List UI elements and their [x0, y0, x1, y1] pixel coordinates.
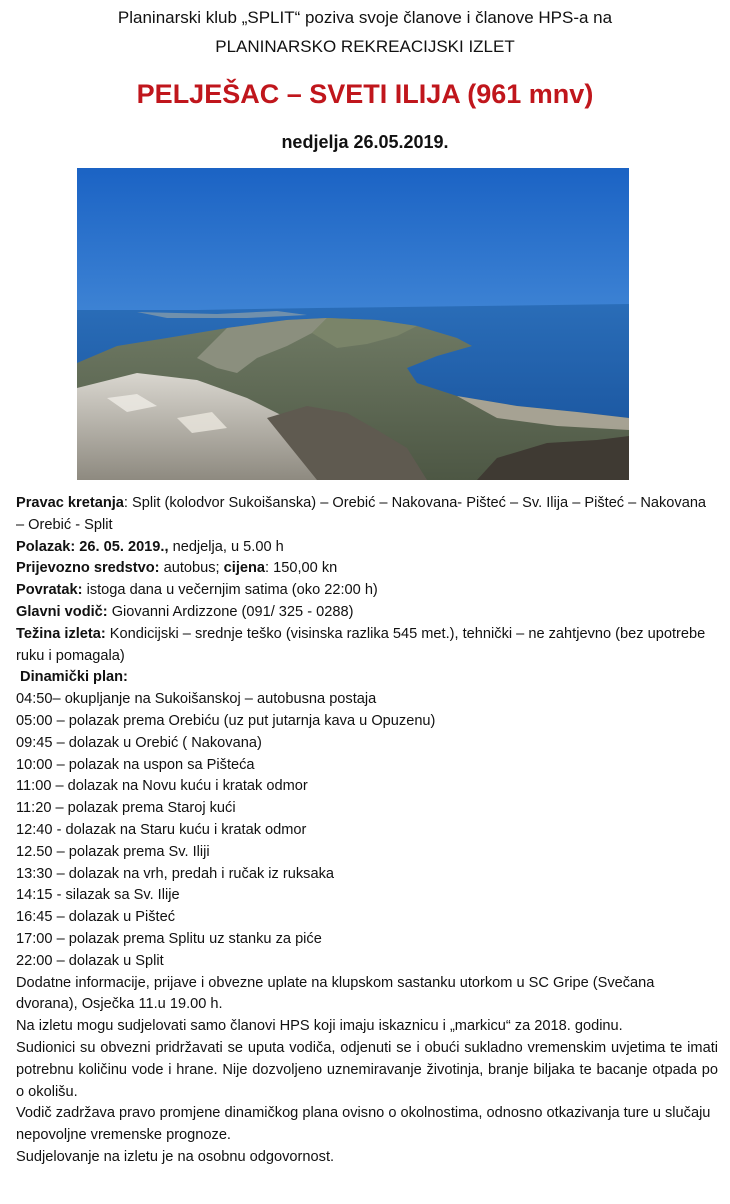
- transport-value: autobus;: [159, 560, 224, 577]
- rules-note: Sudionici su obvezni pridržavati se uputa vodiča, odjenuti se i obući sukladno vremenskim uvjetima te imati potrebnu količinu vode i hrane. Nije dozvoljeno uznemiravanje životinja, branje biljaka te bacanje otpada po o okolišu.: [16, 1039, 718, 1100]
- plan-item: 11:20 – polazak prema Staroj kući: [16, 800, 236, 817]
- return-label: Povratak:: [16, 582, 83, 599]
- plan-item: 12:40 - dolazak na Staru kuću i kratak odmor: [16, 821, 307, 838]
- intro-line-1: Planinarski klub „SPLIT“ poziva svoje članove i članove HPS-a na: [117, 8, 613, 27]
- membership-note: Na izletu mogu sudjelovati samo članovi HPS koji imaju iskaznicu i „markicu“ za 2018. godinu.: [16, 1018, 623, 1035]
- guide-label: Glavni vodič:: [16, 603, 108, 620]
- departure-label: Polazak: 26. 05. 2019.,: [16, 538, 169, 555]
- plan-item: 17:00 – polazak prema Splitu uz stanku za piće: [16, 930, 322, 947]
- price-value: : 150,00 kn: [265, 560, 338, 577]
- departure-value: nedjelja, u 5.00 h: [168, 538, 284, 555]
- guide-value: Giovanni Ardizzone (091/ 325 - 0288): [107, 603, 354, 620]
- trip-date: nedjelja 26.05.2019.: [281, 132, 449, 152]
- plan-item: 16:45 – dolazak u Pišteć: [16, 909, 176, 926]
- difficulty-label: Težina izleta:: [16, 625, 106, 642]
- mountain-landscape-photo: [77, 168, 629, 480]
- plan-list: [16, 689, 718, 972]
- trip-details: [16, 493, 718, 1169]
- plan-item: 14:15 - silazak sa Sv. Ilije: [16, 887, 180, 904]
- guide-line: [16, 602, 718, 624]
- plan-item: 22:00 – dolazak u Split: [16, 952, 164, 969]
- intro-line-2: PLANINARSKO REKREACIJSKI IZLET: [215, 37, 515, 56]
- transport-line: [16, 558, 718, 580]
- route-line: [16, 493, 718, 537]
- responsibility-note: Sudjelovanje na izletu je na osobnu odgovornost.: [16, 1148, 335, 1165]
- route-value: : Split (kolodvor Sukoišanska) – Orebić – Nakovana- Pišteć – Sv. Ilija – Pišteć – Nakovana – Orebić - Split: [16, 495, 707, 533]
- changes-note: Vodič zadržava pravo promjene dinamičkog plana ovisno o okolnostima, odnosno otkazivanja ture u slučaju nepovoljne vremenske prognoze.: [16, 1105, 711, 1144]
- plan-item: 09:45 – dolazak u Orebić ( Nakovana): [16, 734, 262, 751]
- info-note: Dodatne informacije, prijave i obvezne uplate na klupskom sastanku utorkom u SC Gripe (Svečana dvorana), Osječka 11.u 19.00 h.: [16, 974, 655, 1013]
- difficulty-line: [16, 624, 718, 668]
- plan-item: 11:00 – dolazak na Novu kuću i kratak odmor: [16, 778, 308, 795]
- plan-item: 10:00 – polazak na uspon sa Pišteća: [16, 756, 255, 773]
- plan-item: 04:50– okupljanje na Sukoišanskoj – autobusna postaja: [16, 691, 377, 708]
- return-value: istoga dana u večernjim satima (oko 22:00 h): [82, 582, 378, 599]
- plan-item: 12.50 – polazak prema Sv. Iliji: [16, 843, 210, 860]
- plan-item: 13:30 – dolazak na vrh, predah i ručak iz ruksaka: [16, 865, 334, 882]
- departure-line: [16, 537, 718, 559]
- return-line: [16, 580, 718, 602]
- plan-item: 05:00 – polazak prema Orebiću (uz put jutarnja kava u Opuzenu): [16, 712, 436, 729]
- difficulty-value: Kondicijski – srednje teško (visinska razlika 545 met.), tehnički – ne zahtjevno (bez upotrebe ruku i pomagala): [16, 625, 706, 664]
- price-label: cijena: [223, 560, 266, 577]
- plan-heading: Dinamički plan:: [16, 669, 128, 686]
- trip-title: PELJEŠAC – SVETI ILIJA (961 mnv): [136, 79, 594, 109]
- route-label: Pravac kretanja: [16, 495, 124, 511]
- transport-label: Prijevozno sredstvo:: [16, 560, 160, 577]
